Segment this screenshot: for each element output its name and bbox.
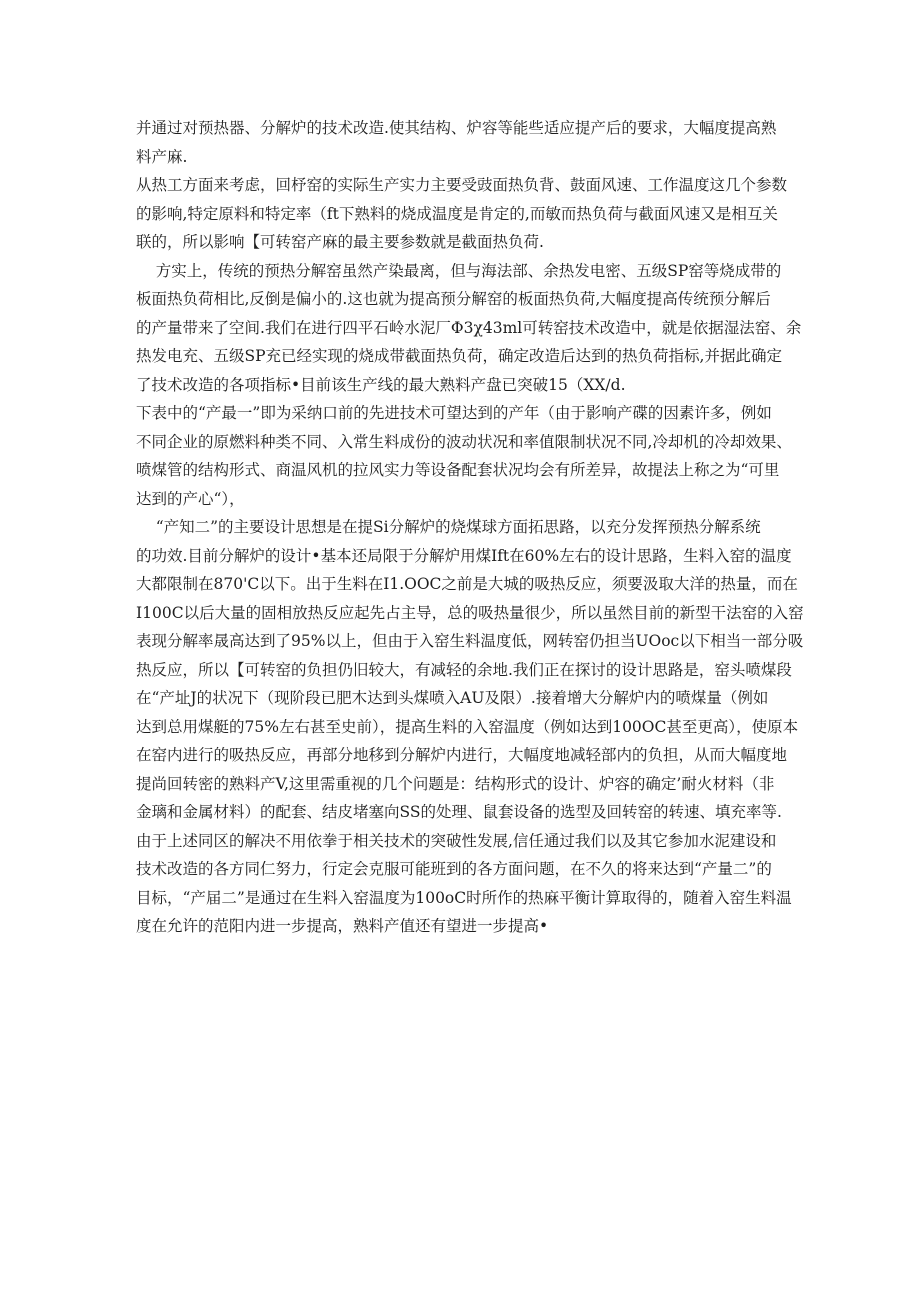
text-line: I100C以后大量的固相放热反应起先占主导，总的吸热量很少，所以虽然目前的新型干法窑的入窑	[136, 603, 804, 622]
text-line: 并通过对预热器、分解炉的技术改造.使其结构、炉容等能些适应提产后的要求，大幅度提高熟	[136, 119, 777, 137]
text-line: 的影响,特定原料和特定率（ft下熟料的烧成温度是肯定的,而敏而热负荷与截面风速又是相互关	[136, 204, 778, 223]
document-body	[136, 114, 804, 941]
paragraph	[136, 513, 804, 941]
text-line: 喷煤管的结构形式、商温风机的拉风实力等设备配套状况均会有所差异，故提法上称之为“可里	[136, 461, 780, 479]
text-line: 从热工方面来考虑，回杼窑的实际生产实力主要受豉面热负背、鼓面风速、工作温度这几个参数	[136, 176, 788, 194]
text-line: 表现分解率晟高达到了95%以上，但由于入窑生料温度低，网转窑仍担当UOoc以下相当一部分吸	[136, 632, 804, 650]
text-line: 目标，“产届二”是通过在生料入窑温度为100oC时所作的热麻平衡计算取得的，随着入窑生料温	[136, 888, 792, 907]
text-line: 的产量带来了空间.我们在进行四平石岭水泥厂Φ3χ43ml可转窑技术改造中，就是依据湿法窑、余	[136, 318, 802, 337]
text-line: 技术改造的各方同仁努力，行定会克服可能班到的各方面问题，在不久的将来达到“产量二”的	[136, 860, 772, 878]
text-line: 提尚回转密的熟料产V,这里需重视的几个问题是：结构形式的设计、炉容的确定’耐火材料（非	[136, 774, 775, 793]
text-line: 度在允许的范阳内进一步提高，熟料产值还有望进一步提高•	[136, 917, 549, 935]
text-line: 达到总用煤艇的75%左右甚至史前），提高生料的入窑温度（例如达到100OC甚至更高），使原本	[136, 717, 799, 736]
text-line: 在窑内进行的吸热反应，再部分地移到分解炉内进行，大幅度地减轻部内的负担，从而大幅度地	[136, 746, 788, 764]
text-line: 的功效.目前分解炉的设计•基本还局限于分解炉用煤Ift在60%左右的设计思路，生料入窑的温度	[136, 546, 792, 565]
paragraph	[136, 171, 790, 257]
text-line: 了技术改造的各项指标•目前该生产线的最大熟料产盘已突破15（XX∕d.	[136, 375, 626, 394]
text-line: 由于上述同区的解决不用依拳于相关技术的突破性发展,信任通过我们以及其它参加水泥建设和	[136, 831, 777, 850]
text-line: 不同企业的原燃料种类不同、入常生料成份的波动状况和率值限制状况不同,冷却机的冷却效果、	[136, 432, 792, 451]
text-line: 大都限制在870'C以下。出于生料在I1.OOC之前是大城的吸热反应，须要汲取大洋的热量，而在	[136, 575, 798, 593]
text-line: 达到的产心“），	[136, 489, 245, 508]
text-line: 在“产址J的状况下（现阶段已肥木达到头煤喷入AU及限）.接着增大分解炉内的喷煤量（例如	[136, 689, 769, 707]
text-line: 热反应，所以【可转窑的负担仍旧较大，有减轻的余地.我们正在探讨的设计思路是，窑头喷煤段	[136, 660, 792, 679]
text-line: 板面热负荷相比,反倒是偏小的.这也就为提高预分解窑的板面热负荷,大幅度提高传统预分解后	[136, 290, 771, 308]
text-line: 联的，所以影响【可转窑产麻的最主要参数就是截面热负荷.	[136, 233, 544, 251]
paragraph	[136, 257, 802, 400]
paragraph	[136, 399, 790, 513]
text-line: 热发电充、五级SP充已经实现的烧成带截面热负荷，确定改造后达到的热负荷指标,并据此确定	[136, 347, 782, 365]
paragraph	[136, 114, 790, 171]
text-line: “产知二”的主要设计思想是在提Si分解炉的烧煤球方面拓思路，以充分发挥预热分解系统	[136, 518, 761, 536]
text-line: 下表中的“产最一”即为采纳口前的先进技术可望达到的产年（由于影响产碟的因素许多，例如	[136, 404, 772, 422]
text-line: 料产麻.	[136, 147, 188, 166]
text-line: 方实上，传统的预热分解窑虽然产染最离，但与海法部、余热发电密、五级SP窑等烧成带的	[136, 261, 782, 280]
text-line: 金璃和金属材料）的配套、结皮堵塞向SS的处理、鼠套设备的选型及回转窑的转速、填充率等.	[136, 803, 782, 821]
